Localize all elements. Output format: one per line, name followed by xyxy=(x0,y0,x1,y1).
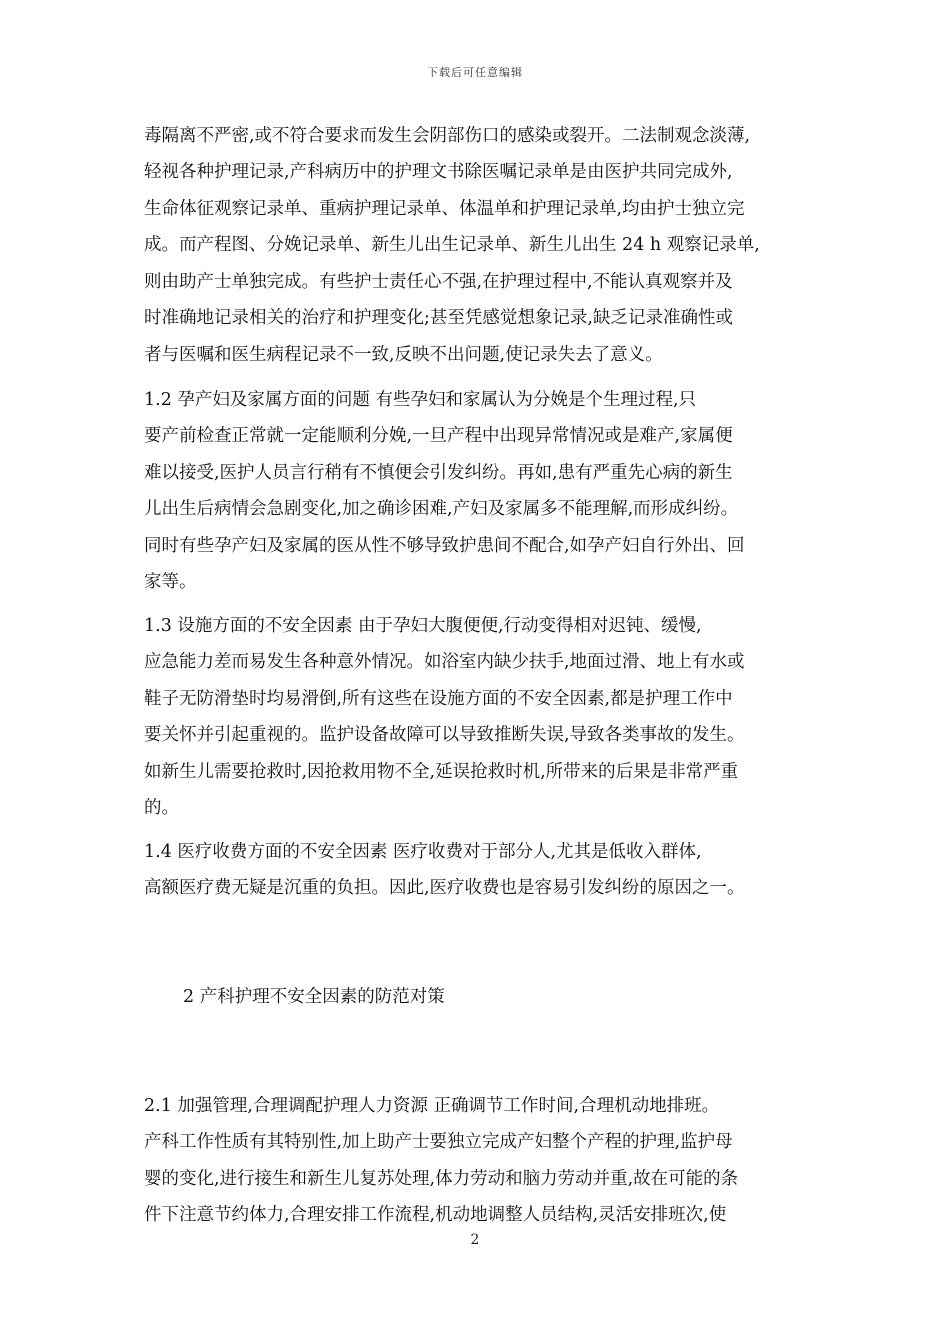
text-line: 生命体征观察记录单、重病护理记录单、体温单和护理记录单,均由护士独立完 xyxy=(144,199,745,219)
text-line: 鞋子无防滑垫时均易滑倒,所有这些在设施方面的不安全因素,都是护理工作中 xyxy=(144,689,733,709)
text-line: 儿出生后病情会急剧变化,加之确诊困难,产妇及家属多不能理解,而形成纠纷。 xyxy=(144,499,739,519)
page-number: 2 xyxy=(470,1232,480,1248)
text-line: 产科工作性质有其特别性,加上助产士要独立完成产妇整个产程的护理,监护母 xyxy=(144,1132,733,1152)
text-line: 轻视各种护理记录,产科病历中的护理文书除医嘱记录单是由医护共同完成外, xyxy=(144,162,733,182)
text-line: 1.2 孕产妇及家属方面的问题 有些孕妇和家属认为分娩是个生理过程,只 xyxy=(144,390,697,410)
text-line: 者与医嘱和医生病程记录不一致,反映不出问题,使记录失去了意义。 xyxy=(144,345,663,365)
text-line: 件下注意节约体力,合理安排工作流程,机动地调整人员结构,灵活安排班次,使 xyxy=(144,1205,727,1225)
text-line: 毒隔离不严密,或不符合要求而发生会阴部伤口的感染或裂开。二法制观念淡薄, xyxy=(144,126,751,146)
text-line: 成。而产程图、分娩记录单、新生儿出生记录单、新生儿出生 24 h 观察记录单, xyxy=(144,235,760,255)
text-line: 高额医疗费无疑是沉重的负担。因此,医疗收费也是容易引发纠纷的原因之一。 xyxy=(144,878,745,898)
text-line: 的。 xyxy=(144,798,179,818)
text-line: 1.4 医疗收费方面的不安全因素 医疗收费对于部分人,尤其是低收入群体, xyxy=(144,842,702,862)
text-line: 要产前检查正常就一定能顺利分娩,一旦产程中出现异常情况或是难产,家属便 xyxy=(144,426,733,446)
text-line: 婴的变化,进行接生和新生儿复苏处理,体力劳动和脑力劳动并重,故在可能的条 xyxy=(144,1169,739,1189)
text-line: 应急能力差而易发生各种意外情况。如浴室内缺少扶手,地面过滑、地上有水或 xyxy=(144,652,745,672)
text-line: 时准确地记录相关的治疗和护理变化;甚至凭感觉想象记录,缺乏记录准确性或 xyxy=(144,308,733,328)
text-line: 2.1 加强管理,合理调配护理人力资源 正确调节工作时间,合理机动地排班。 xyxy=(144,1096,720,1116)
page-header: 下载后可任意编辑 xyxy=(427,66,523,79)
text-line: 要关怀并引起重视的。监护设备故障可以导致推断失误,导致各类事故的发生。 xyxy=(144,725,745,745)
section-heading: 2 产科护理不安全因素的防范对策 xyxy=(183,987,445,1007)
text-line: 则由助产士单独完成。有些护士责任心不强,在护理过程中,不能认真观察并及 xyxy=(144,272,733,292)
text-line: 家等。 xyxy=(144,572,197,592)
text-line: 如新生儿需要抢救时,因抢救用物不全,延误抢救时机,所带来的后果是非常严重 xyxy=(144,762,739,782)
text-line: 同时有些孕产妇及家属的医从性不够导致护患间不配合,如孕产妇自行外出、回 xyxy=(144,536,745,556)
text-line: 1.3 设施方面的不安全因素 由于孕妇大腹便便,行动变得相对迟钝、缓慢, xyxy=(144,616,702,636)
text-line: 难以接受,医护人员言行稍有不慎便会引发纠纷。再如,患有严重先心病的新生 xyxy=(144,463,733,483)
